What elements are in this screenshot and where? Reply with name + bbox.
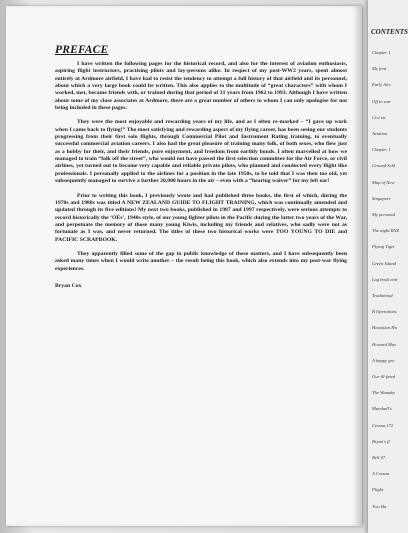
preface-paragraph-4: They apparently filled some of the gap in public knowledge of these matters, and I have subsequently been asked many times when I would write another – the result being this book, which also extends into my post-war flying experiences.: [55, 250, 347, 272]
facing-page-line: Singapore: [372, 195, 391, 201]
page-gutter-shadow: [352, 6, 362, 526]
facing-page-line: Flying Tiger: [372, 244, 395, 250]
facing-page-line: Ground Schl: [372, 163, 396, 169]
facing-page-line: Log book entr: [372, 276, 398, 282]
facing-page: [368, 0, 408, 533]
preface-paragraph-1: I have written the following pages for the historical record, and also for the interest of aviation enthusiasts, aspiring flight instructors, practising pilots and lay-persons alike. In respect of my post-WW2 years, spent almost entirely at Ardmore airfield, I have had to resist the tendency to attempt a full history of that airfield and its personnel, about which a very large book could be written. This also applies to the multitude of “great characters” with whom I worked, met, became friends with, or trained during that period of 31 years from 1962 to 1993. Although I have written about some of my close associates at Ardmore, there are a great number of others to whom I can only apologise for not being included in these pages.: [55, 61, 347, 112]
facing-page-line: Off to war: [372, 98, 391, 104]
facing-page-line: Two Ha: [372, 503, 387, 509]
facing-page-line: Early Airc: [372, 82, 392, 88]
facing-page-line: Map of New: [372, 179, 395, 185]
author-signature: Bryan Cox: [55, 282, 82, 289]
facing-page-line: Flight: [372, 487, 384, 493]
book-page: [6, 6, 362, 526]
facing-page-line: Traditional: [372, 293, 393, 298]
facing-page-line: Aviation: [372, 131, 388, 136]
preface-paragraph-2: They were the most enjoyable and rewarding years of my life, and as I often re-marked – “I gave up work when I came back to flying!” The most satisfying and rewarding aspect of my flying career, has been seeing our students progressing from their first solo flights, through Commercial Pilot and Instrument Rating training, to eventually successful commercial aviation careers. I also had the great pleasure of training many folk, of both sexes, who flew just as a hobby for their, and their friends, pure enjoyment, and freedom from earthly bonds. I often marvelled at how we managed to train “folk off the street”, who would not have passed the first selection committee for the Air Force, or civil airlines, yet turned out to become very capable and reliable private pilots, who planned and conducted every flight like professionals. I personally applied to the airlines for a position in the late 1950s, to be told that I was then too old, yet subsequently managed to survive a further 20,000 hours in the air – even with a “hearing waiver” for my left ear!: [55, 119, 347, 185]
facing-page-line: Green Island: [372, 260, 396, 266]
preface-content: [55, 44, 347, 289]
facing-page-line: Chapter 1: [372, 50, 391, 55]
page-title: PREFACE: [55, 44, 109, 56]
facing-page-line: Hawaiian Ha: [372, 325, 397, 331]
facing-page-line: Our ill-fated: [372, 374, 396, 379]
facing-page-line: My personal: [372, 212, 396, 217]
facing-page-line: My first: [372, 66, 387, 72]
facing-page-line: B Operations: [372, 309, 397, 315]
facing-page-line: A Cessna: [372, 471, 390, 477]
facing-page-line: Bell 47: [372, 455, 386, 460]
facing-page-line: Civi str: [372, 114, 386, 120]
preface-paragraph-3: Prior to writing this book, I previously wrote and had published three books, the first of which, during the 1970s and 1980s was titled A NEW ZEALAND GUIDE TO FLIGHT TRAINING, which was continually amended and updated through its five editions! My next two books, published in 1987 and 1997 respectively, were serious attempts to record historically the ‘OEs’, 1940s style, of our young fighter pilots in the Pacific during the latter two years of the War, and perpetuate the memory of those many young Kiwis, including my friends and relatives, who sadly were not as fortunate as I was, and never returned. The titles of these two historical works were TOO YOUNG TO DIE and PACIFIC SCRAPBOOK.: [55, 192, 347, 243]
facing-page-line: A happy gro: [372, 357, 395, 363]
facing-page-line: Marshall's: [372, 406, 392, 412]
facing-page-heading: CONTENTS: [371, 28, 408, 36]
facing-page-line: The night RNZ: [372, 228, 400, 234]
facing-page-line: Bryan's fl: [372, 438, 390, 444]
facing-page-line: Chapter 1: [372, 147, 391, 153]
facing-page-line: Howard Mas: [372, 341, 396, 347]
facing-page-line: The Wanaka: [372, 390, 395, 396]
facing-page-line: Cessna 172: [372, 422, 394, 428]
